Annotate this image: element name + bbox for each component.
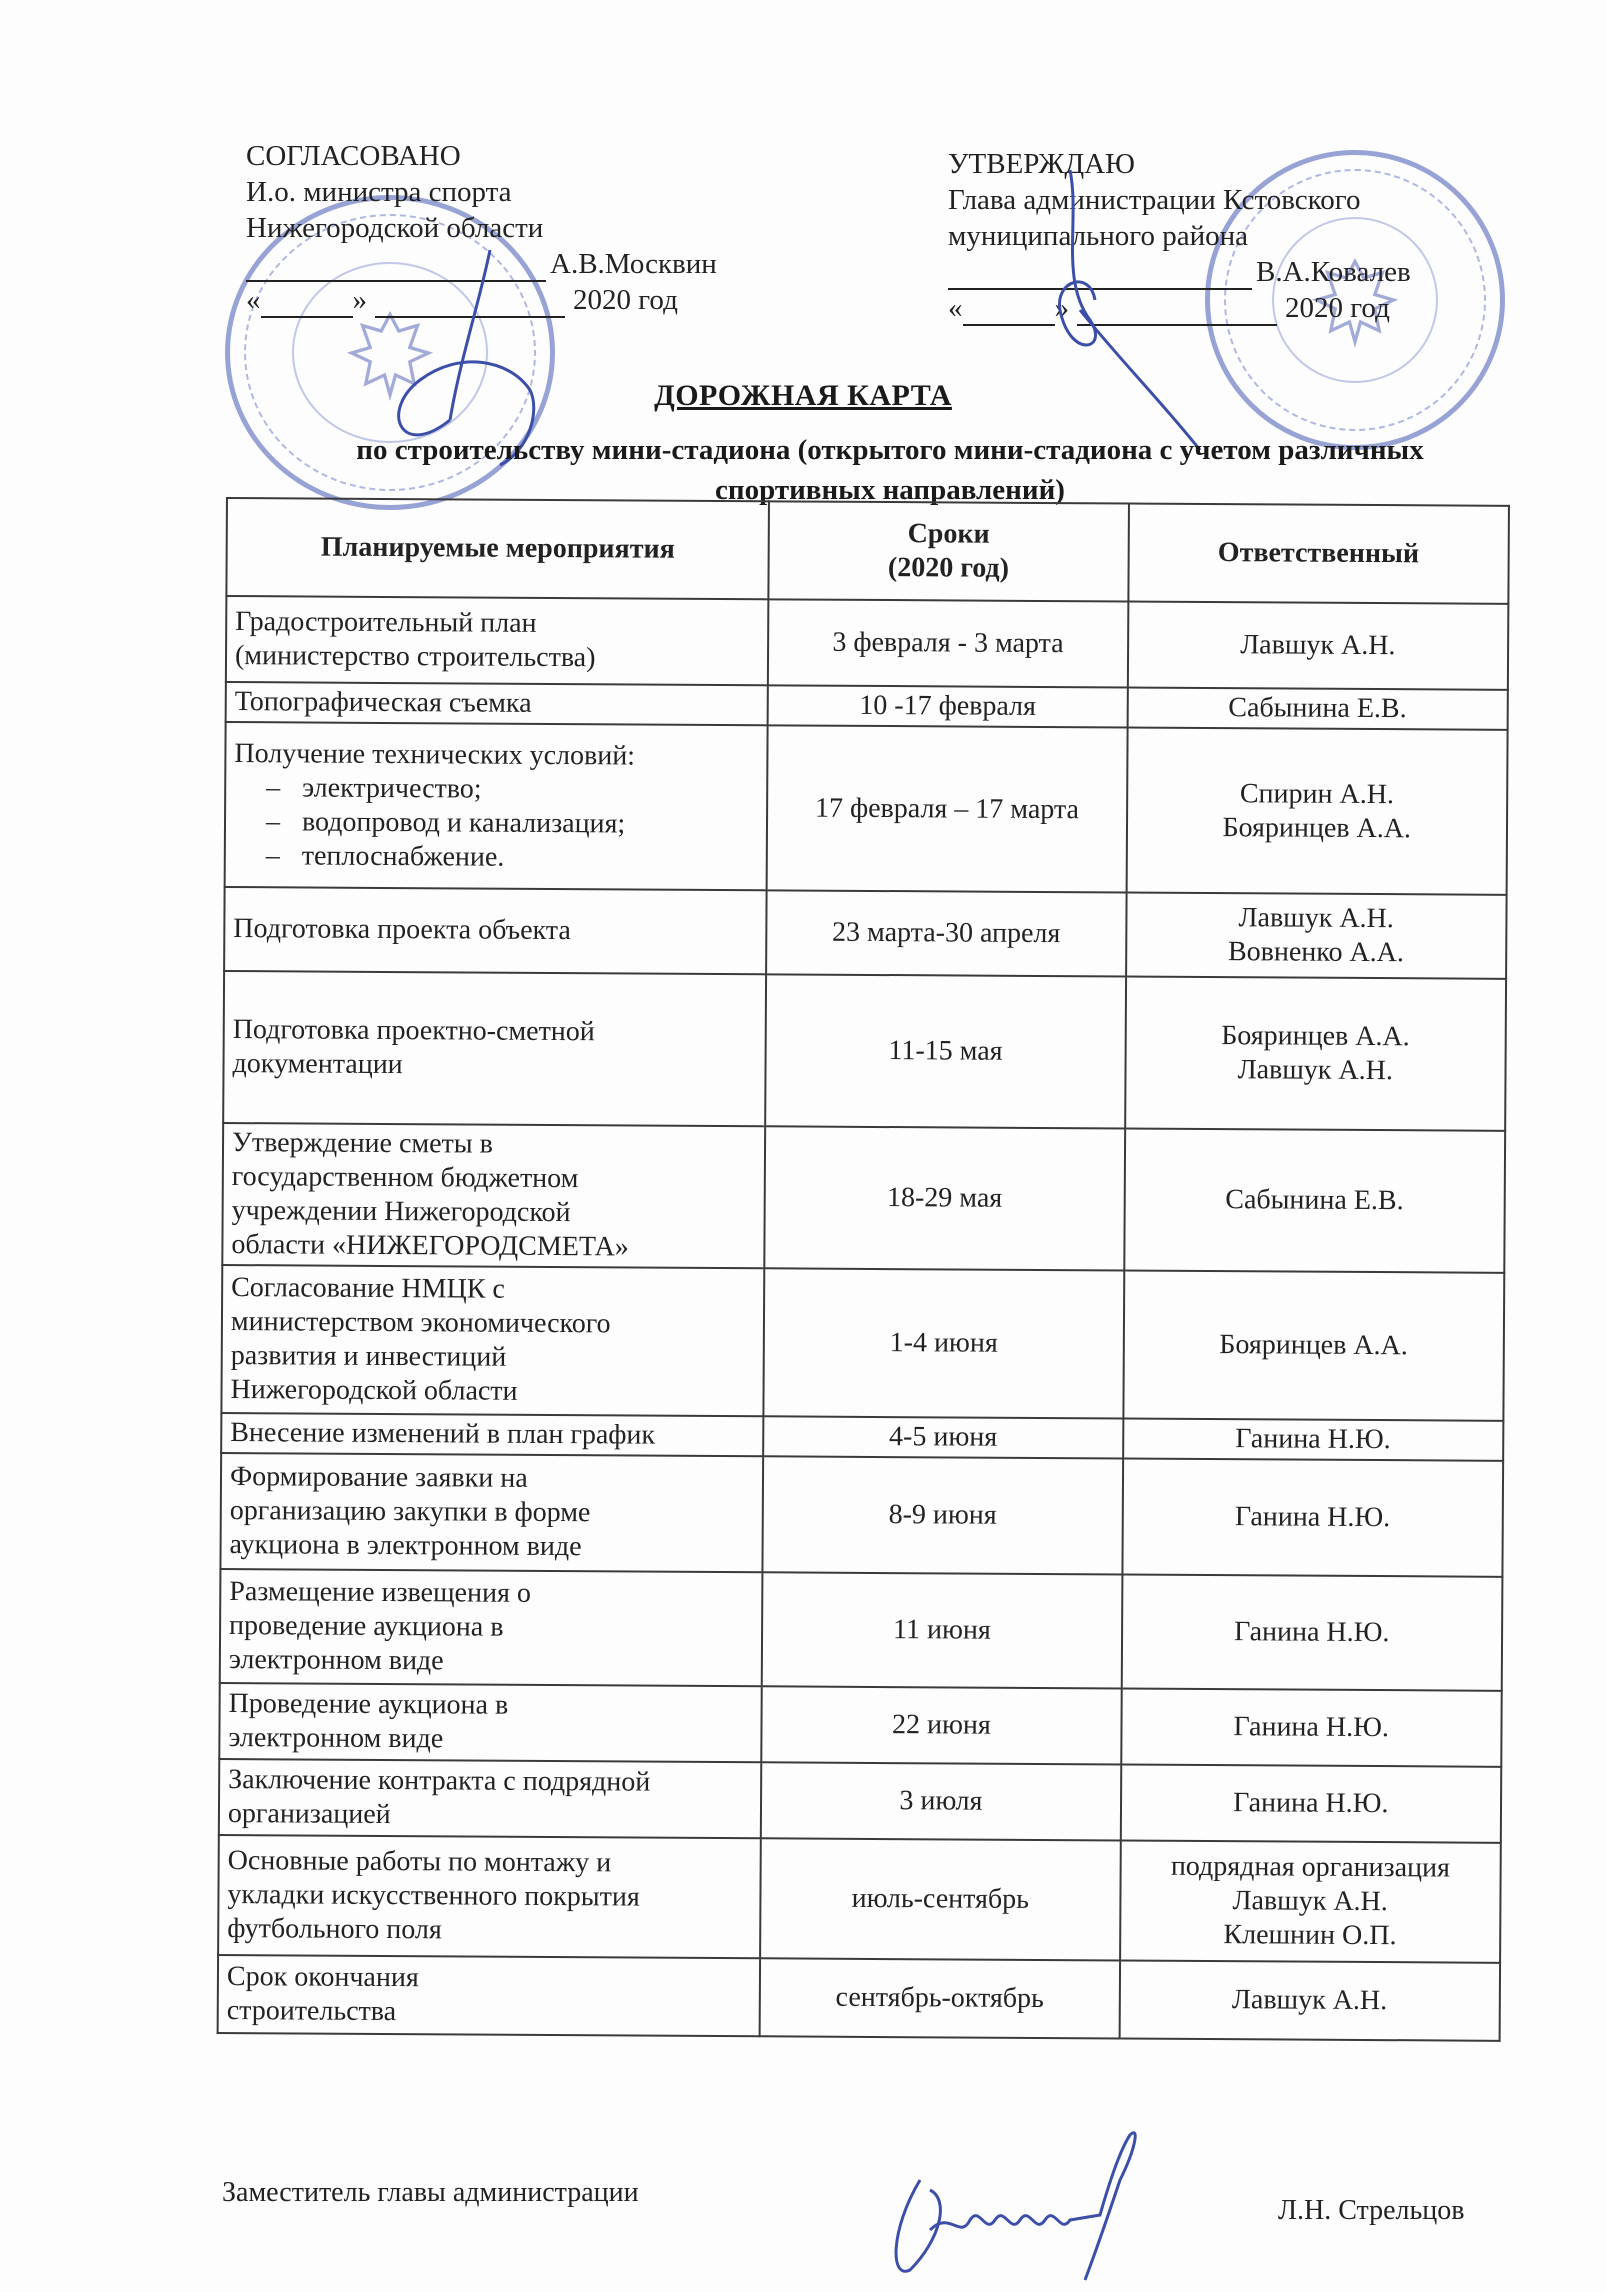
task-text: Топографическая съемка — [234, 686, 532, 719]
cell-date: сентябрь-октябрь — [760, 1958, 1120, 2038]
responsible-person: подрядная организация — [1170, 1850, 1451, 1884]
responsible-person: Сабынина Е.В. — [1225, 1184, 1404, 1217]
cell-task — [220, 1569, 763, 1686]
table-row — [220, 1569, 1503, 1691]
task-text: строительства — [226, 1995, 397, 2028]
cell-responsible — [1121, 1574, 1502, 1690]
responsible-person: Лавшук А.Н. — [1232, 1885, 1388, 1918]
table-row — [223, 971, 1506, 1131]
responsible-person: Клешнин О.П. — [1223, 1919, 1397, 1952]
responsible-person: Ганина Н.Ю. — [1234, 1501, 1391, 1534]
approval-position: И.о. министра спорта — [246, 176, 512, 208]
task-text: укладки искусственного покрытия — [227, 1879, 640, 1913]
task-text: футбольного поля — [227, 1913, 442, 1946]
cell-responsible — [1123, 1270, 1504, 1420]
cell-task — [225, 722, 768, 890]
responsible-person: Ганина Н.Ю. — [1233, 1711, 1390, 1744]
cell-date: 4-5 июня — [763, 1416, 1123, 1458]
task-text: Согласование НМЦК с — [231, 1272, 505, 1305]
signature-blank — [246, 254, 546, 282]
header-responsible: Ответственный — [1128, 504, 1509, 604]
table-row — [218, 1955, 1500, 2041]
cell-date: 10 -17 февраля — [768, 685, 1128, 727]
responsible-person: Лавшук А.Н. — [1237, 1054, 1393, 1087]
task-text: Внесение изменений в план график — [230, 1417, 656, 1451]
responsible-person: Ганина Н.Ю. — [1235, 1423, 1391, 1456]
quote-open: « — [948, 292, 963, 324]
date-line — [246, 282, 726, 318]
task-bullet-item: – электричество; — [266, 771, 758, 808]
footer-signer-role: Заместитель главы администрации — [222, 2177, 639, 2208]
task-text: Основные работы по монтажу и — [227, 1845, 612, 1879]
subtitle-line: по строительству мини-стадиона (открытого мини-стадиона с учетом различных — [356, 434, 1424, 466]
cell-date: 11 июня — [762, 1572, 1122, 1688]
cell-task — [220, 1453, 763, 1572]
task-text: развития и инвестиций — [230, 1340, 507, 1373]
task-text: Срок окончания — [226, 1961, 419, 1994]
task-text: Заключение контракта с подрядной — [228, 1764, 651, 1798]
header-date-label: Сроки — [907, 518, 990, 550]
cell-task — [224, 887, 767, 974]
approval-block-agreed — [246, 138, 726, 318]
table-row — [220, 1453, 1503, 1577]
approval-year: 2020 год — [1285, 292, 1390, 324]
table-row — [218, 1835, 1501, 1963]
task-bullet-item: – водопровод и канализация; — [266, 805, 758, 842]
task-text: Нижегородской области — [230, 1374, 518, 1407]
responsible-person: Ганина Н.Ю. — [1233, 1787, 1389, 1820]
cell-date: 23 марта-30 апреля — [766, 890, 1126, 976]
table-row — [221, 1265, 1504, 1421]
signature-line — [246, 246, 726, 282]
cell-date: 8-9 июня — [763, 1456, 1123, 1574]
task-text: (министерство строительства) — [234, 640, 596, 674]
approval-heading: СОГЛАСОВАНО — [246, 140, 461, 172]
responsible-person: Ганина Н.Ю. — [1234, 1616, 1390, 1649]
task-text: организацию закупки в форме — [229, 1495, 591, 1529]
responsible-person: Бояринцев А.А. — [1222, 811, 1412, 844]
month-blank — [375, 290, 565, 318]
task-text: аукциона в электронном виде — [229, 1529, 582, 1563]
quote-close: » — [1054, 292, 1069, 324]
task-text: документации — [232, 1048, 403, 1081]
cell-task — [219, 1759, 762, 1838]
cell-task — [219, 1683, 762, 1762]
cell-responsible — [1122, 1458, 1503, 1576]
responsible-person: Бояринцев А.А. — [1219, 1329, 1408, 1362]
cell-task — [226, 682, 768, 725]
cell-responsible — [1119, 1960, 1500, 2040]
header-date-year: (2020 год) — [887, 552, 1010, 584]
cell-date: 17 февраля – 17 марта — [767, 725, 1127, 892]
roadmap-table — [217, 497, 1510, 2042]
approval-block-approved — [948, 146, 1428, 326]
cell-task — [223, 971, 766, 1126]
subtitle-line: спортивных направлений) — [715, 474, 1065, 506]
approval-position: Глава администрации Кстовского — [948, 184, 1361, 216]
task-text: Проведение аукциона в — [228, 1688, 509, 1721]
table-row — [224, 887, 1506, 979]
task-text: Формирование заявки на — [229, 1461, 528, 1494]
cell-date: июль-сентябрь — [760, 1838, 1120, 1960]
responsible-person: Лавшук А.Н. — [1231, 1984, 1388, 2017]
responsible-person: Лавшук А.Н. — [1240, 629, 1396, 662]
table-row — [225, 722, 1508, 895]
approval-organization: муниципального района — [948, 220, 1248, 252]
document-title — [0, 378, 1606, 414]
cell-responsible — [1123, 1418, 1504, 1460]
task-text: Утверждение сметы в — [231, 1127, 493, 1160]
cell-task — [221, 1265, 764, 1416]
task-text: электронном виде — [228, 1644, 444, 1677]
header-date — [769, 501, 1129, 601]
task-text: организацией — [227, 1798, 391, 1831]
task-text: электронном виде — [228, 1722, 444, 1755]
cell-date: 3 февраля - 3 марта — [768, 599, 1128, 687]
task-text: Получение технических условий: — [234, 737, 636, 772]
title-main: ДОРОЖНАЯ КАРТА — [654, 379, 952, 412]
quote-open: « — [246, 284, 261, 316]
task-text: Подготовка проекта объекта — [233, 913, 571, 947]
signatory-name: В.А.Ковалев — [1256, 256, 1411, 288]
responsible-person: Вовненко А.А. — [1227, 936, 1405, 969]
cell-task — [222, 1123, 765, 1268]
table-row — [219, 1759, 1501, 1843]
cell-responsible — [1120, 1764, 1501, 1842]
cell-responsible — [1125, 977, 1506, 1131]
task-text: проведение аукциона в — [229, 1610, 504, 1643]
cell-responsible — [1126, 893, 1507, 979]
approval-organization: Нижегородской области — [246, 212, 544, 244]
table-header-row — [226, 498, 1509, 604]
cell-responsible — [1127, 602, 1508, 690]
responsible-person: Лавшук А.Н. — [1238, 902, 1394, 935]
task-text: министерством экономического — [230, 1306, 611, 1340]
cell-date: 3 июля — [761, 1762, 1121, 1840]
cell-responsible — [1120, 1840, 1501, 1962]
task-text: области «НИЖЕГОРОДСМЕТА» — [231, 1229, 629, 1263]
signature-blank — [948, 262, 1252, 290]
day-blank — [261, 290, 353, 318]
approval-year: 2020 год — [573, 284, 678, 316]
handwritten-signature-icon — [870, 2120, 1270, 2290]
cell-date: 18-29 мая — [765, 1126, 1125, 1270]
header-task: Планируемые мероприятия — [226, 498, 769, 599]
task-text: Размещение извещения о — [229, 1576, 531, 1609]
task-text: Подготовка проектно-сметной — [232, 1014, 595, 1048]
cell-responsible — [1124, 1129, 1505, 1273]
month-blank — [1077, 298, 1277, 326]
cell-task — [226, 596, 769, 685]
task-text: государственном бюджетном — [231, 1161, 579, 1195]
table-row — [219, 1683, 1501, 1767]
signatory-name: А.В.Москвин — [550, 248, 717, 280]
table-row — [226, 596, 1509, 690]
responsible-person: Бояринцев А.А. — [1221, 1020, 1410, 1053]
task-bullet-list — [234, 771, 759, 876]
cell-responsible — [1121, 1688, 1502, 1766]
cell-responsible — [1127, 688, 1508, 730]
responsible-person: Спирин А.Н. — [1239, 777, 1395, 810]
task-text: Градостроительный план — [235, 606, 537, 639]
approval-heading: УТВЕРЖДАЮ — [948, 148, 1135, 180]
task-text: учреждении Нижегородской — [231, 1195, 571, 1229]
cell-date: 11-15 мая — [765, 974, 1125, 1128]
cell-date: 1-4 июня — [764, 1268, 1124, 1418]
responsible-person: Сабынина Е.В. — [1228, 692, 1407, 725]
cell-task — [218, 1835, 761, 1958]
cell-responsible — [1126, 728, 1507, 895]
signature-line — [948, 254, 1428, 290]
cell-task — [218, 1955, 761, 2036]
table-row — [222, 1123, 1505, 1273]
task-bullet-item: – теплоснабжение. — [266, 839, 758, 876]
quote-close: » — [352, 284, 367, 316]
day-blank — [963, 298, 1055, 326]
cell-date: 22 июня — [762, 1686, 1122, 1764]
date-line — [948, 290, 1428, 326]
cell-task — [221, 1413, 763, 1456]
footer-signer-name: Л.Н. Стрельцов — [1278, 2195, 1465, 2226]
